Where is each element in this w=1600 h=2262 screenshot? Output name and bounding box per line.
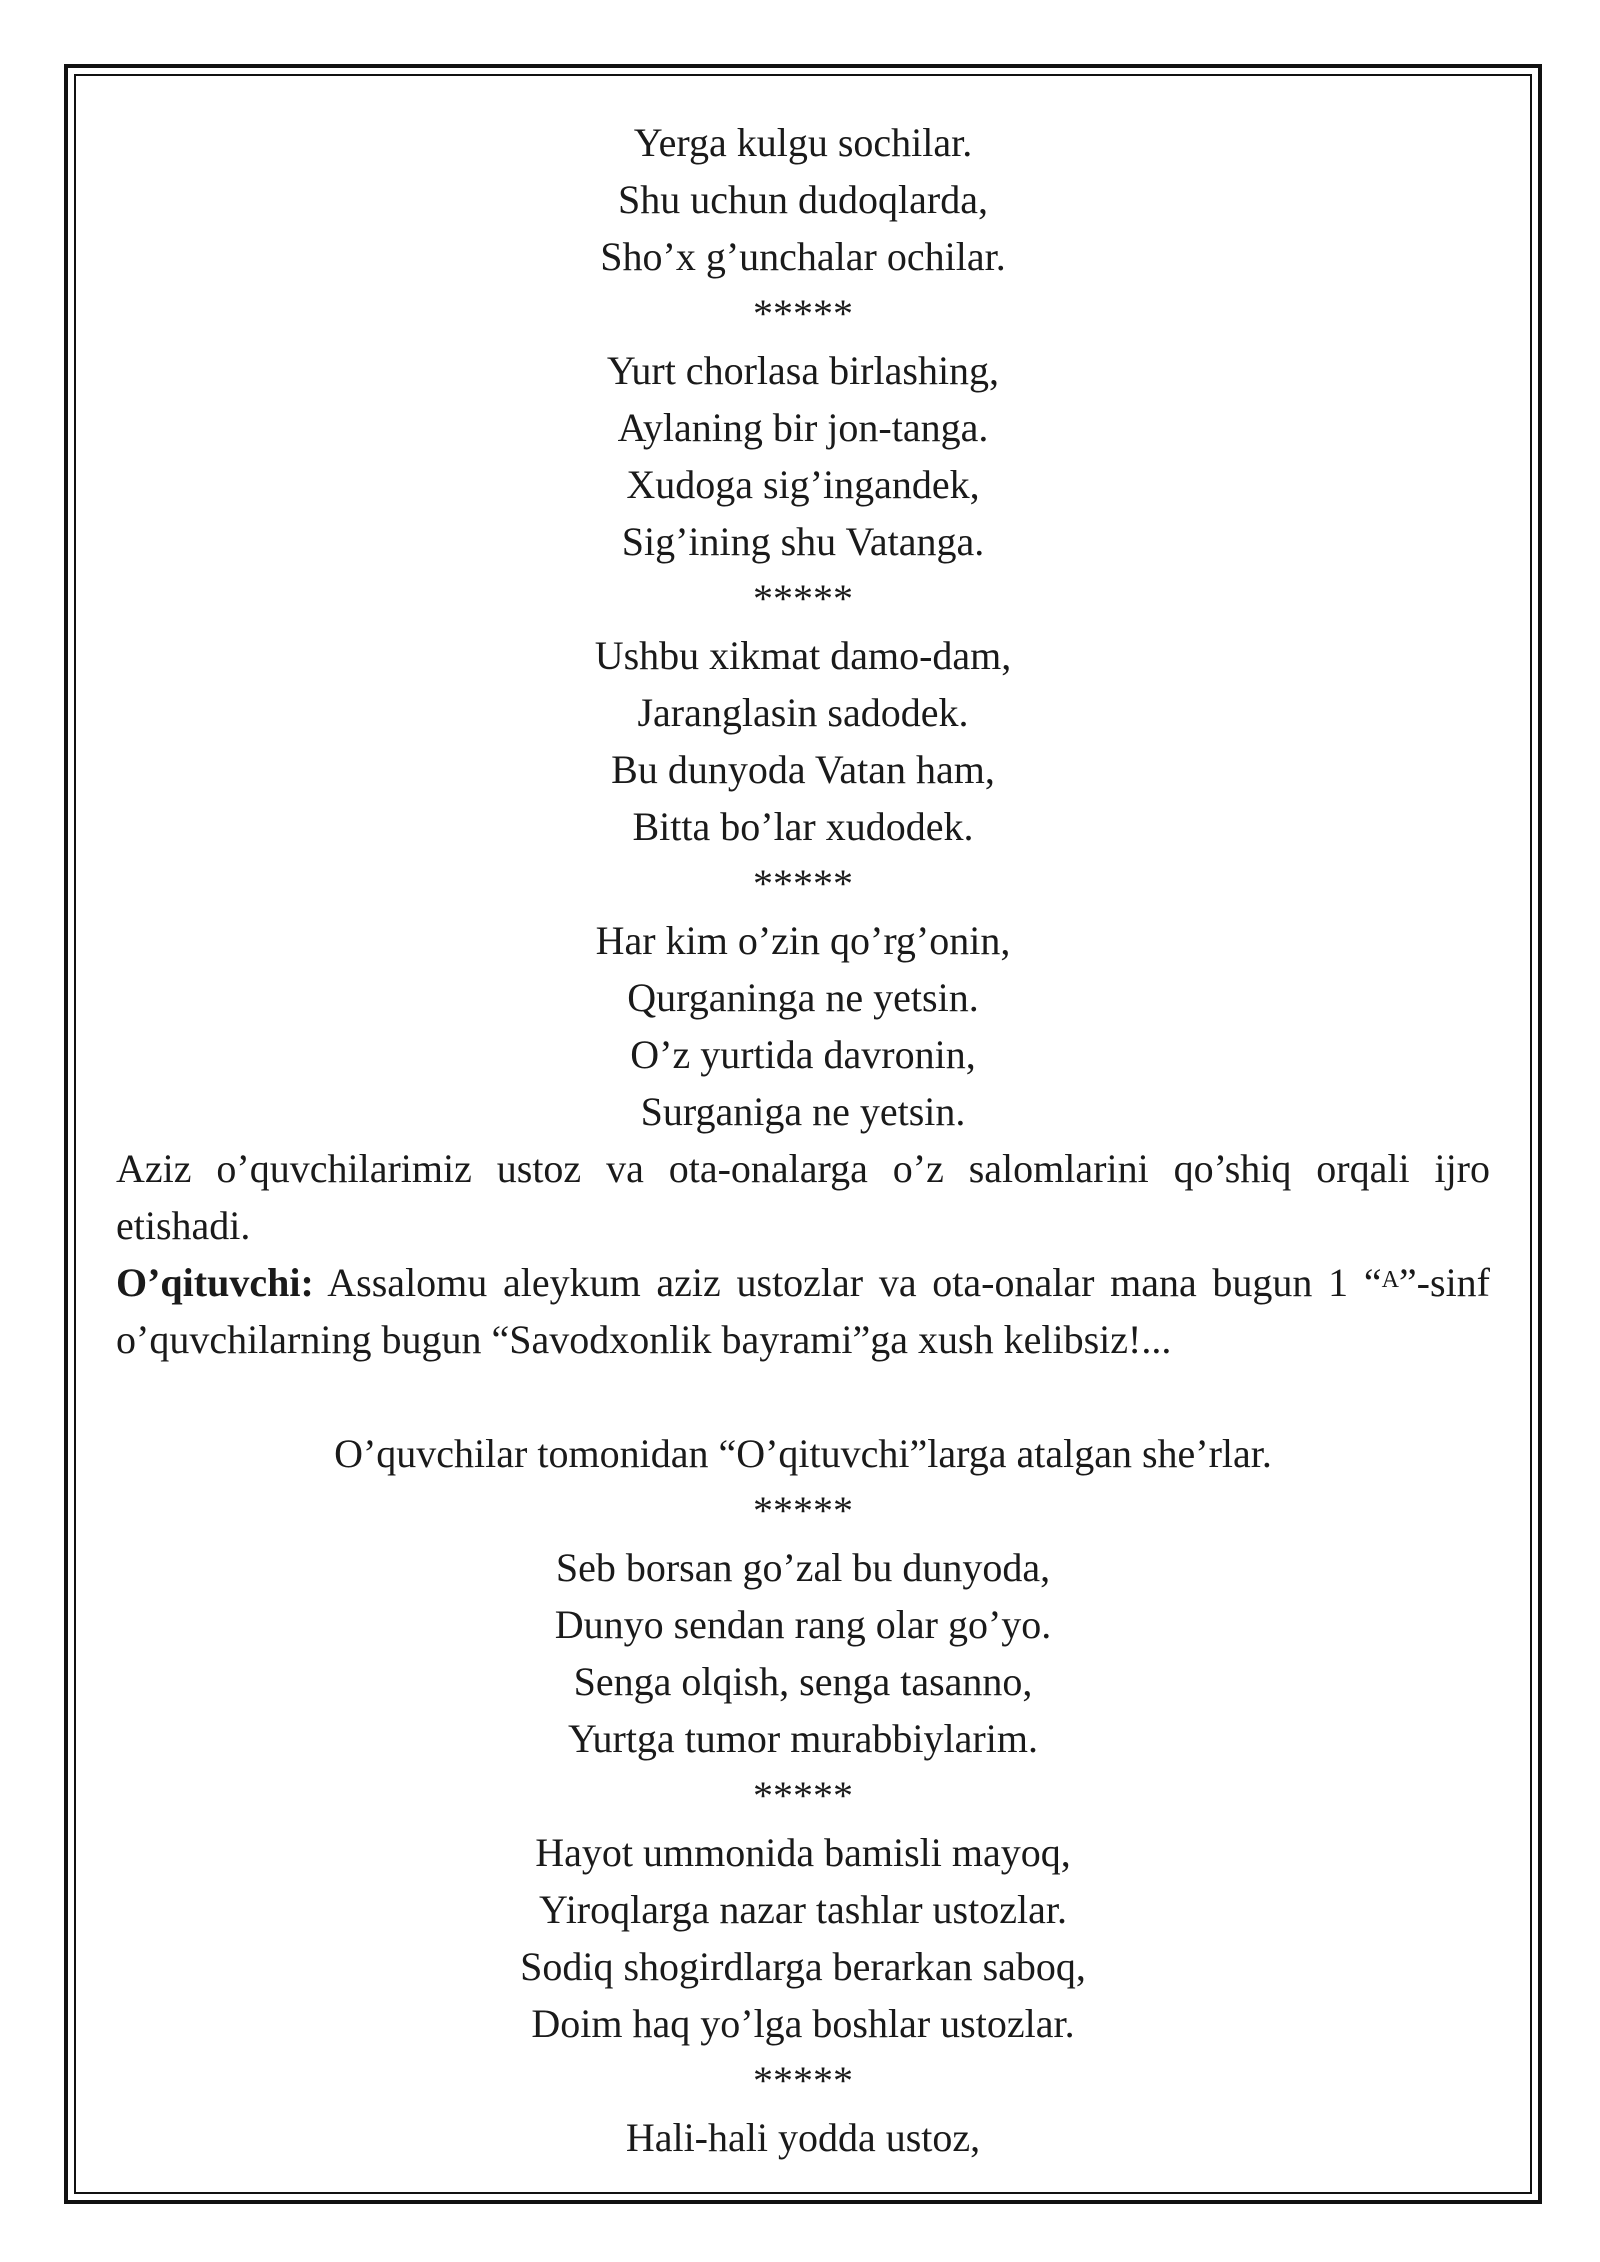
poem-line: Yurt chorlasa birlashing, — [606, 348, 1000, 393]
poem-line: Har kim o’zin qo’rg’onin, — [595, 918, 1011, 963]
stanza-separator: ***** — [753, 861, 853, 906]
poem-line: Doim haq yo’lga boshlar ustozlar. — [531, 2001, 1075, 2046]
teacher-text-start: Assalomu aleykum aziz ustozlar va ota-onalar mana bugun 1 “ — [313, 1260, 1382, 1305]
intro-paragraph: Aziz o’quvchilarimiz ustoz va ota-onalarga o’z salomlarini qo’shiq orqali ijro etishadi. — [116, 1146, 1490, 1248]
poem-line: Sho’x g’unchalar ochilar. — [600, 234, 1006, 279]
stanza-separator: ***** — [753, 1773, 853, 1818]
poem-line: Surganiga ne yetsin. — [640, 1089, 966, 1134]
poem-line: Jaranglasin sadodek. — [637, 690, 969, 735]
poem-line: Seb borsan go’zal bu dunyoda, — [555, 1545, 1051, 1590]
stanza-separator: ***** — [753, 576, 853, 621]
poem-line: Ushbu xikmat damo-dam, — [594, 633, 1012, 678]
teacher-paragraph — [116, 1254, 1490, 1368]
stanza-7 — [116, 2109, 1490, 2166]
poem-line: Xudoga sig’ingandek, — [626, 462, 980, 507]
poem-line: Hali-hali yodda ustoz, — [625, 2115, 981, 2160]
poem-line: Shu uchun dudoqlarda, — [618, 177, 988, 222]
stanza-separator: ***** — [753, 2058, 853, 2103]
stanza-4 — [116, 912, 1490, 1140]
stanza-3 — [116, 627, 1490, 855]
poem-line: Bu dunyoda Vatan ham, — [611, 747, 995, 792]
stanza-1 — [116, 114, 1490, 285]
poem-line: Yiroqlarga nazar tashlar ustozlar. — [539, 1887, 1067, 1932]
poem-line: Senga olqish, senga tasanno, — [573, 1659, 1033, 1704]
stanza-2 — [116, 342, 1490, 570]
poem-line: Sig’ining shu Vatanga. — [621, 519, 985, 564]
blank-line — [116, 1368, 1490, 1425]
poem-line: Bitta bo’lar xudodek. — [632, 804, 974, 849]
poem-line: Yerga kulgu sochilar. — [633, 120, 973, 165]
poem-line: Aylaning bir jon-tanga. — [617, 405, 989, 450]
stanza-separator: ***** — [753, 1488, 853, 1533]
stanza-5 — [116, 1539, 1490, 1767]
teacher-text-end: ”-sinf o’quvchilarning bugun “Savodxonlik bayrami”ga xush kelibsiz!... — [116, 1260, 1490, 1362]
speaker-label: O’qituvchi: — [116, 1260, 314, 1305]
poem-line: Sodiq shogirdlarga berarkan saboq, — [520, 1944, 1086, 1989]
stanza-6 — [116, 1824, 1490, 2052]
poem-line: Qurganinga ne yetsin. — [627, 975, 979, 1020]
section-title: O’quvchilar tomonidan “O’qituvchi”larga atalgan she’rlar. — [334, 1431, 1272, 1476]
document-body — [116, 114, 1490, 2166]
class-letter: A — [1381, 1267, 1399, 1293]
poem-line: Yurtga tumor murabbiylarim. — [568, 1716, 1038, 1761]
poem-line: Dunyo sendan rang olar go’yo. — [554, 1602, 1052, 1647]
poem-line: O’z yurtida davronin, — [630, 1032, 976, 1077]
stanza-separator: ***** — [753, 291, 853, 336]
poem-line: Hayot ummonida bamisli mayoq, — [535, 1830, 1071, 1875]
